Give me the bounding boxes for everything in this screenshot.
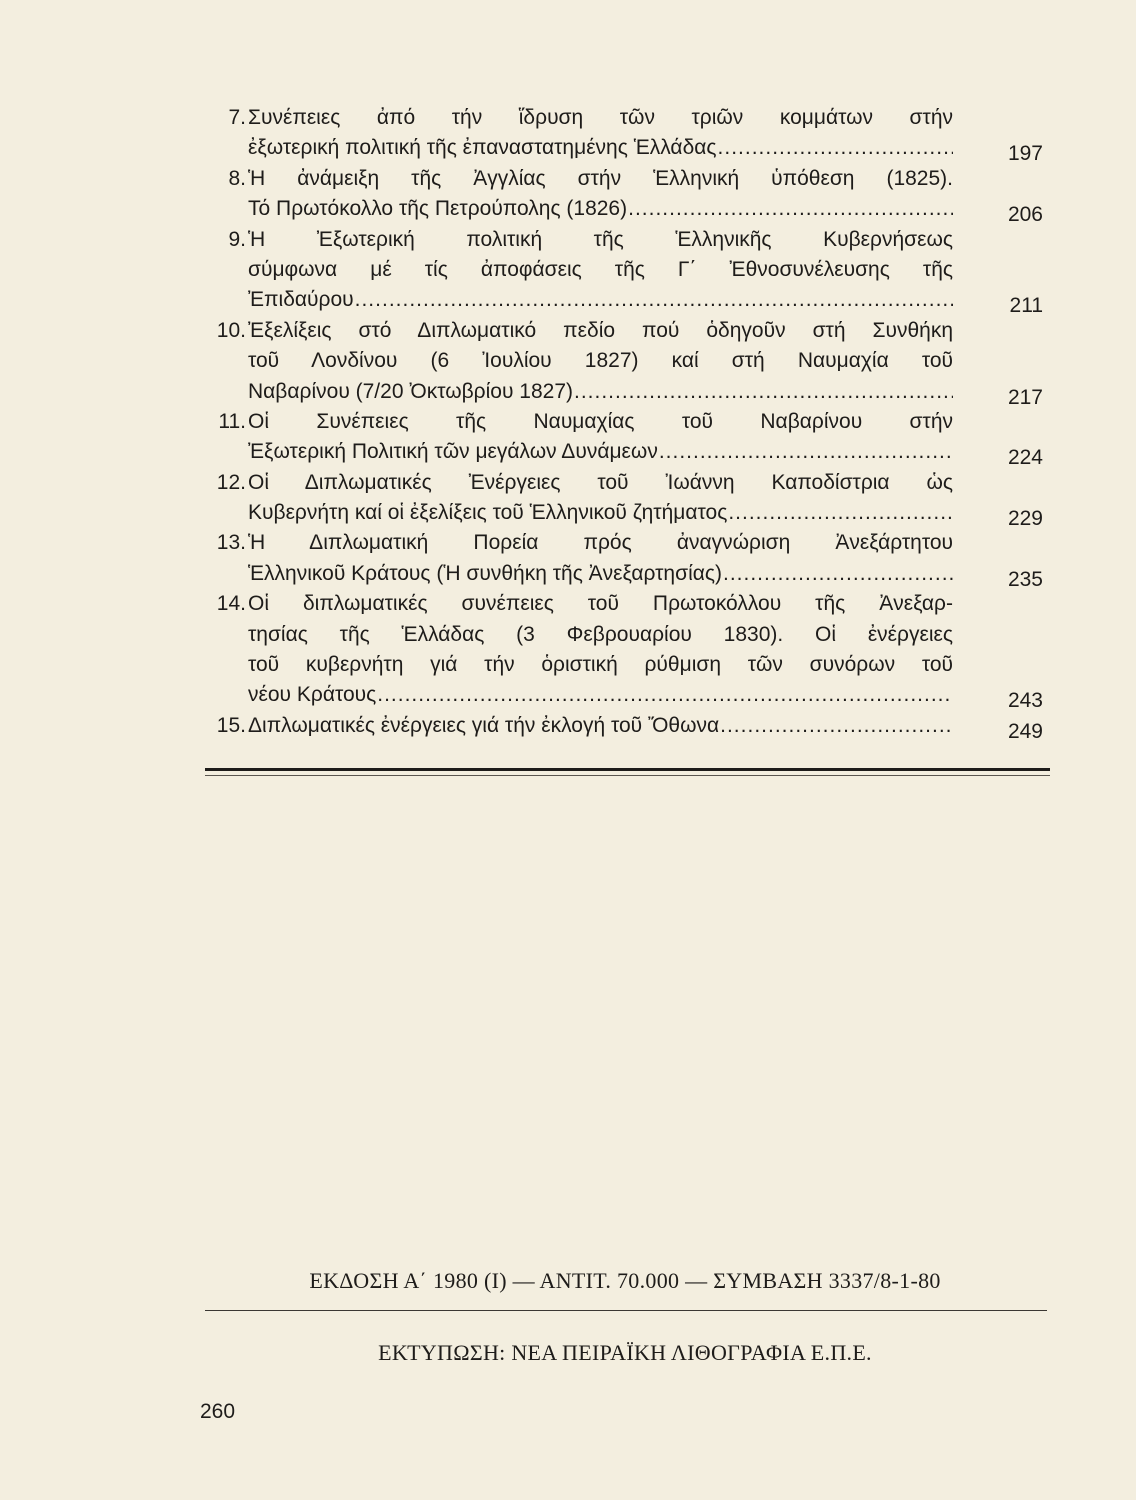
toc-page-number: 229: [1007, 507, 1043, 531]
toc-title-line: Ἡ ἀνάμειξη τῆς Ἀγγλίας στήν Ἑλληνική ὑπόθεση (1825).: [248, 166, 953, 190]
section-divider-secondary: [205, 775, 1050, 776]
toc-title-line: Οἱ Συνέπειες τῆς Ναυμαχίας τοῦ Ναβαρίνου στήν: [248, 409, 953, 433]
page-number: 260: [200, 1400, 236, 1423]
toc-title-last-line: [248, 559, 953, 589]
toc-entry-number: 12.: [216, 470, 246, 494]
toc-title-text: Ἑλληνικοῦ Κράτους (Ἡ συνθήκη τῆς Ἀνεξαρτησίας): [248, 561, 722, 585]
dot-leader: [574, 377, 953, 407]
toc-title-last-line: [248, 133, 953, 163]
toc-title-last-line: [248, 498, 953, 528]
toc-entry: [200, 407, 1055, 468]
toc-entry: [200, 103, 1055, 164]
toc-page-number: 235: [1007, 567, 1043, 591]
toc-title-line: τησίας τῆς Ἑλλάδας (3 Φεβρουαρίου 1830). Οἱ ἐνέργειες: [248, 622, 953, 646]
toc-title-last-line: [248, 285, 953, 315]
toc-entry: [200, 711, 1055, 741]
toc-title-last-line: [248, 437, 953, 467]
toc-title-text: Διπλωματικές ἐνέργειες γιά τήν ἐκλογή τοῦ Ὄθωνα: [248, 713, 720, 737]
toc-title-line: σύμφωνα μέ τίς ἀποφάσεις τῆς Γ΄ Ἐθνοσυνέλευσης τῆς: [248, 257, 953, 281]
toc-entry-title: [248, 164, 953, 225]
toc-page-number: 197: [1007, 142, 1043, 166]
toc-title-text: Ἐξωτερική Πολιτική τῶν μεγάλων Δυνάμεων: [248, 440, 658, 464]
toc-entry-title: [248, 711, 953, 741]
toc-title-text: νέου Κράτους: [248, 683, 377, 707]
toc-entry-number: 9.: [228, 227, 246, 251]
imprint-divider: [205, 1310, 1047, 1311]
toc-title-line: Οἱ διπλωματικές συνέπειες τοῦ Πρωτοκόλλου τῆς Ἀνεξαρ-: [248, 592, 953, 616]
dot-leader: [377, 680, 953, 710]
toc-entry-number: 11.: [218, 409, 246, 433]
toc-entry: [200, 164, 1055, 225]
toc-title-text: Τό Πρωτόκολλο τῆς Πετρούπολης (1826): [248, 197, 628, 221]
toc-entry: [200, 468, 1055, 529]
toc-title-line: Ἐξελίξεις στό Διπλωματικό πεδίο πού ὁδηγοῦν στή Συνθήκη: [248, 318, 953, 342]
toc-title-line: Οἱ Διπλωματικές Ἐνέργειες τοῦ Ἰωάννη Καποδίστρια ὡς: [248, 470, 953, 494]
toc-entry-number: 7.: [228, 106, 246, 129]
toc-title-line: τοῦ Λονδίνου (6 Ἰουλίου 1827) καί στή Ναυμαχία τοῦ: [248, 349, 953, 373]
dot-leader: [355, 285, 953, 315]
section-divider: [205, 768, 1050, 771]
toc-entry-number: 10.: [216, 318, 246, 342]
edition-info: ΕΚΔΟΣΗ Α΄ 1980 (Ι) — ΑΝΤΙΤ. 70.000 — ΣΥΜΒΑΣΗ 3337/8-1-80: [309, 1268, 941, 1293]
toc-title-last-line: [248, 194, 953, 224]
toc-entry: [200, 589, 1055, 711]
toc-entry: [200, 528, 1055, 589]
toc-title-text: Ναβαρίνου (7/20 Ὀκτωβρίου 1827): [248, 379, 573, 403]
dot-leader: [723, 559, 953, 589]
toc-title-last-line: [248, 377, 953, 407]
toc-title-text: ἐξωτερική πολιτική τῆς ἐπαναστατημένης Ἑλλάδας: [248, 136, 717, 160]
toc-entry: [200, 225, 1055, 316]
toc-page-number: 206: [1007, 203, 1043, 227]
dot-leader: [718, 133, 953, 163]
toc-page-number: 224: [1007, 446, 1043, 470]
dot-leader: [628, 194, 953, 224]
toc-entry-title: [248, 316, 953, 407]
toc-title-line: Συνέπειες ἀπό τήν ἵδρυση τῶν τριῶν κομμάτων στήν: [248, 106, 953, 129]
toc-title-last-line: [248, 680, 953, 710]
table-of-contents: [200, 103, 1055, 741]
toc-entry-title: [248, 468, 953, 529]
dot-leader: [659, 437, 953, 467]
toc-title-text: Κυβερνήτη καί οἱ ἐξελίξεις τοῦ Ἑλληνικοῦ ζητήματος: [248, 501, 728, 525]
toc-page-number: 217: [1007, 385, 1043, 409]
dot-leader: [720, 711, 953, 741]
toc-page-number: 243: [1007, 689, 1043, 713]
toc-entry-number: 13.: [216, 531, 246, 555]
toc-title-line: Ἡ Ἐξωτερική πολιτική τῆς Ἑλληνικῆς Κυβερνήσεως: [248, 227, 953, 251]
toc-entry-title: [248, 407, 953, 468]
toc-title-last-line: [248, 711, 953, 741]
toc-entry-number: 8.: [228, 166, 246, 190]
toc-title-text: Ἐπιδαύρου: [248, 288, 354, 312]
toc-entry: [200, 316, 1055, 407]
toc-page-number: 211: [1009, 294, 1043, 318]
toc-entry-title: [248, 528, 953, 589]
dot-leader: [728, 498, 953, 528]
toc-entry-title: [248, 103, 953, 164]
toc-title-line: Ἡ Διπλωματική Πορεία πρός ἀναγνώριση Ἀνεξάρτητου: [248, 531, 953, 555]
toc-entry-number: 14.: [216, 592, 246, 616]
toc-title-line: τοῦ κυβερνήτη γιά τήν ὁριστική ρύθμιση τῶν συνόρων τοῦ: [248, 653, 953, 677]
toc-page-number: 249: [1007, 719, 1043, 743]
printer-info: ΕΚΤΥΠΩΣΗ: ΝΕΑ ΠΕΙΡΑΪΚΗ ΛΙΘΟΓΡΑΦΙΑ Ε.Π.Ε.: [378, 1340, 872, 1365]
toc-entry-number: 15.: [216, 713, 246, 737]
toc-entry-title: [248, 589, 953, 711]
toc-entry-title: [248, 225, 953, 316]
